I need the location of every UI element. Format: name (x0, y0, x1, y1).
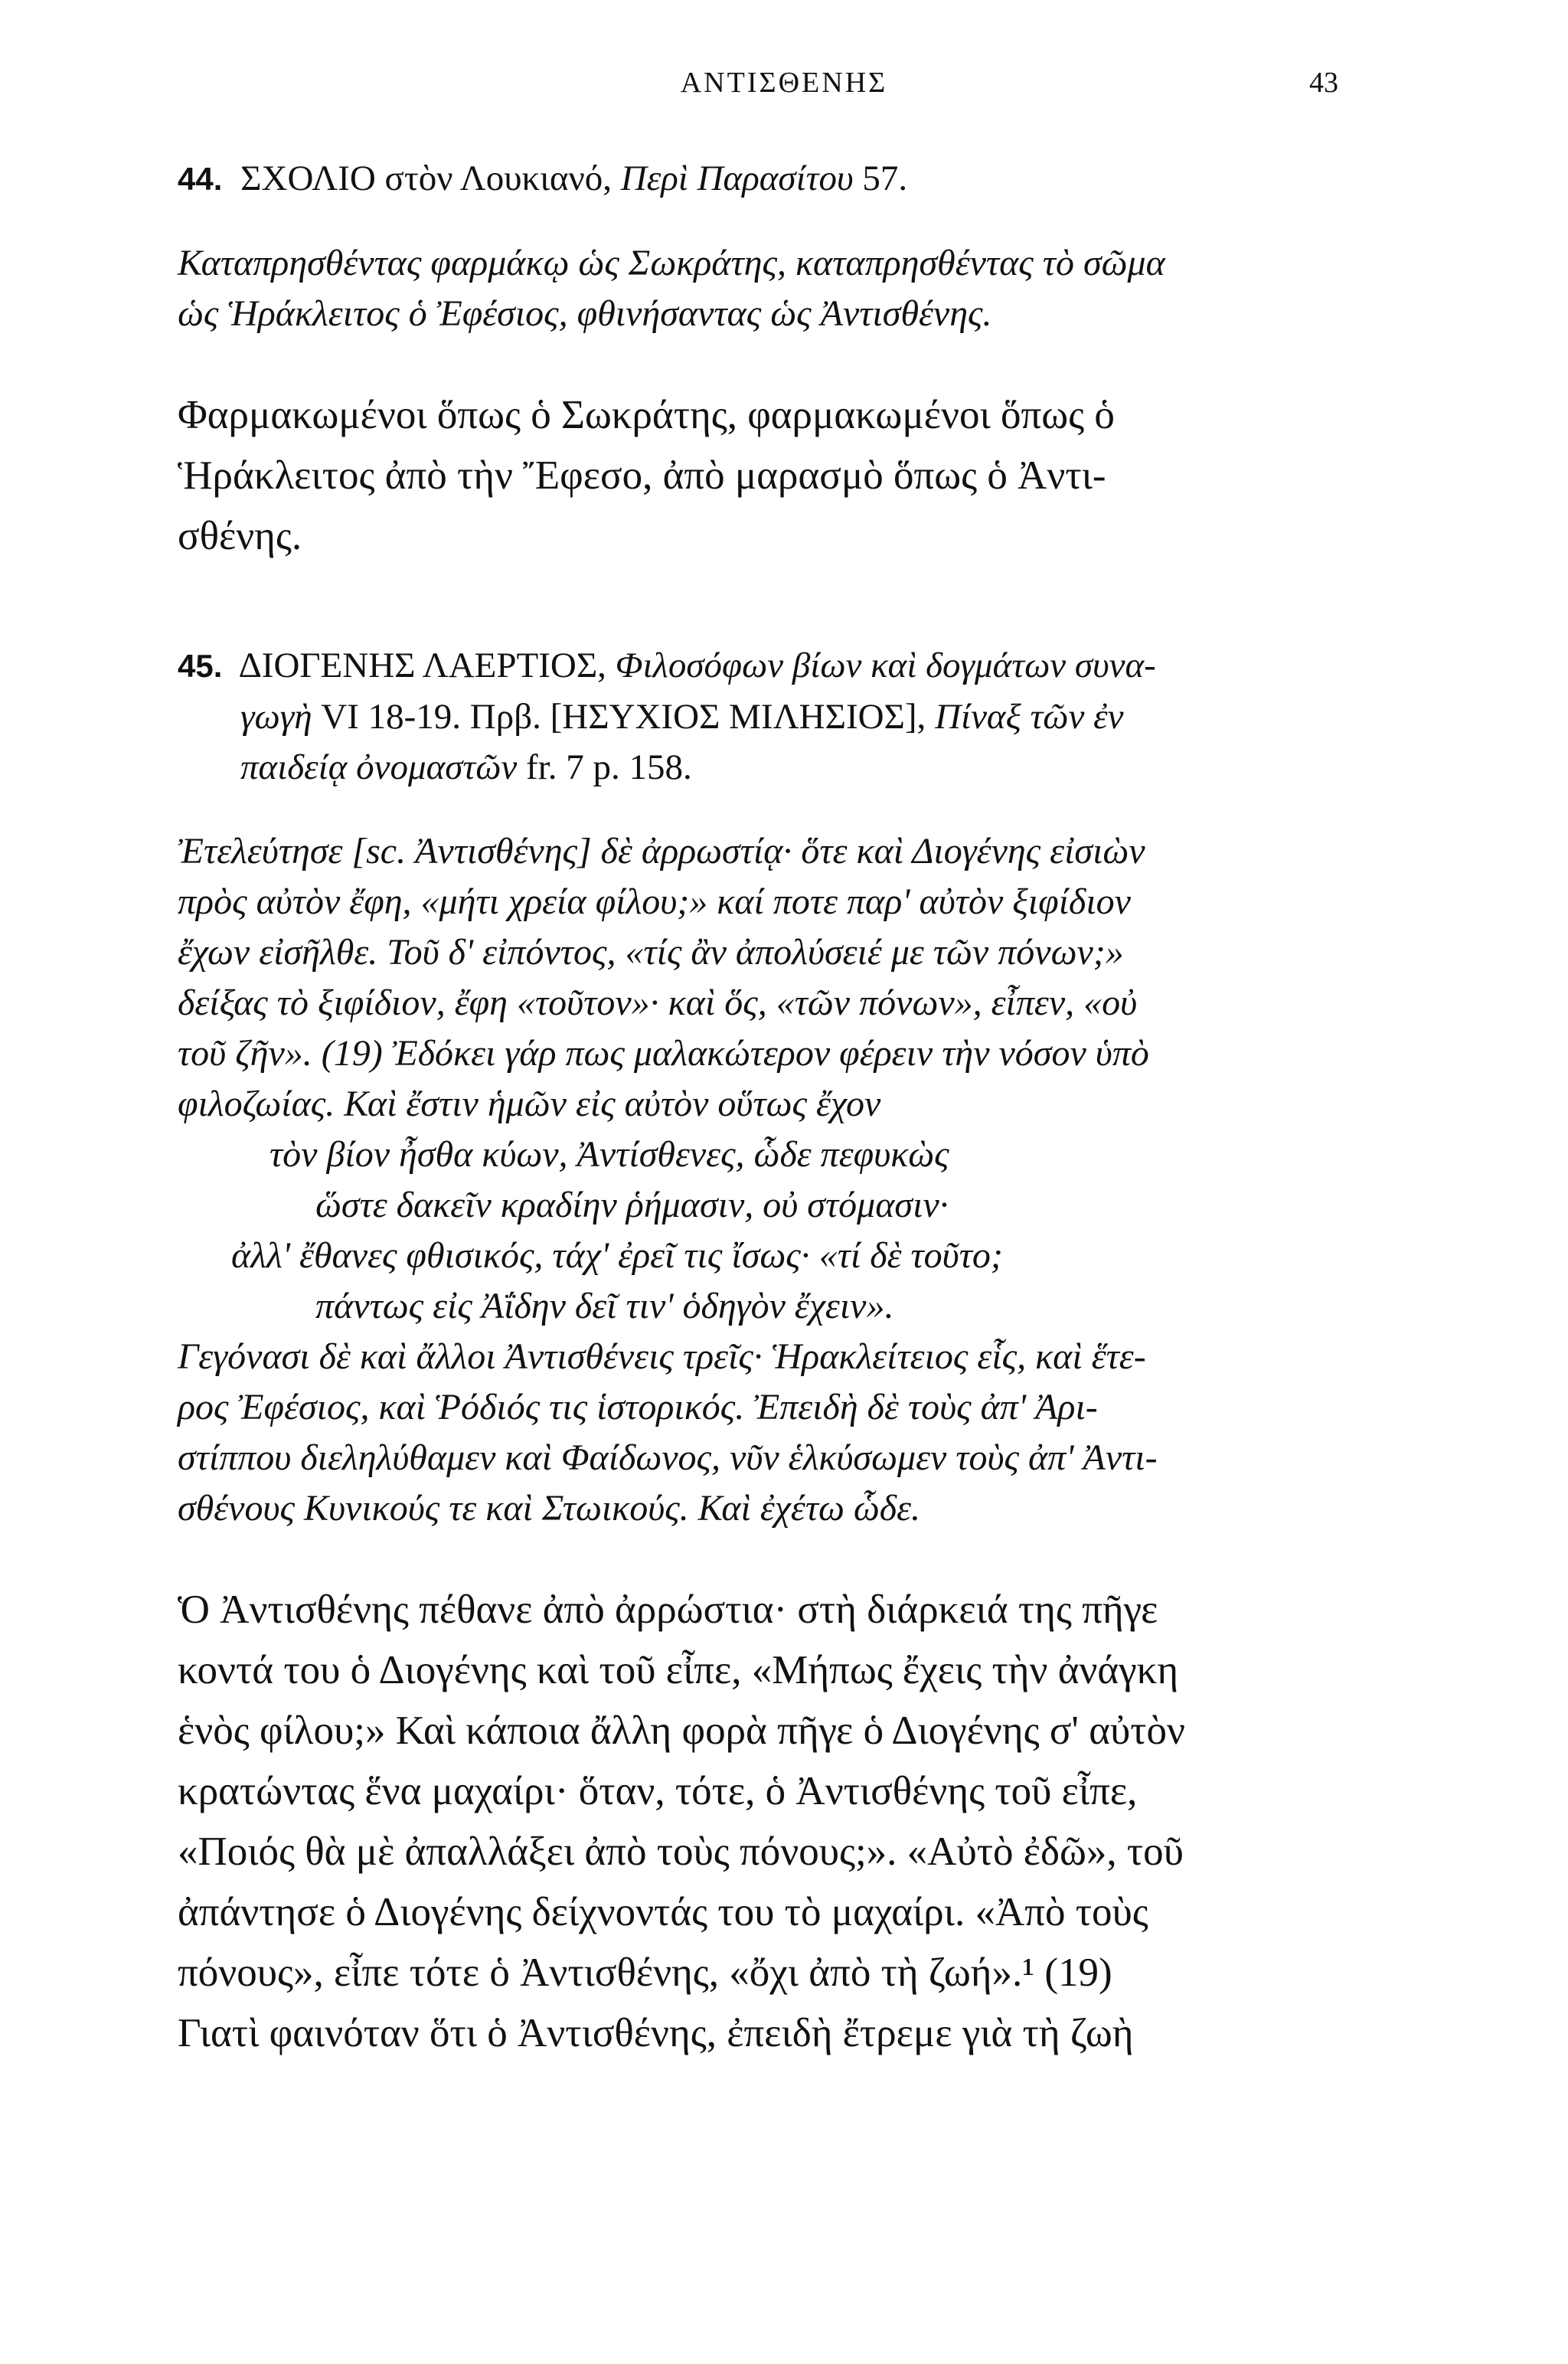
epigram-verse-line: ὥστε δακεῖν κραδίην ῥήμασιν, οὐ στόμασιν· (315, 1185, 949, 1225)
greek-text-line: Ἐτελεύτησε [sc. Ἀντισθένης] δὲ ἀρρωστίᾳ· ὅτε καὶ Διογένης εἰσιὼν (178, 831, 1145, 871)
entry-44 (178, 153, 1383, 567)
source-title-continued: γωγὴ (240, 697, 312, 737)
source-author: ΣΧΟΛΙΟ στὸν Λουκιανό, (240, 159, 612, 198)
greek-text-line: Γεγόνασι δὲ καὶ ἄλλοι Ἀντισθένεις τρεῖς· Ἡρακλείτειος εἷς, καὶ ἕτε- (178, 1336, 1146, 1377)
translation-line: κοντά του ὁ Διογένης καὶ τοῦ εἶπε, «Μήπως ἔχεις τὴν ἀνάγκη (178, 1648, 1179, 1692)
entry-heading (178, 640, 1383, 793)
entry-heading (178, 153, 1383, 204)
translation-line: κρατώντας ἕνα μαχαίρι· ὅταν, τότε, ὁ Ἀντισθένης τοῦ εἶπε, (178, 1769, 1138, 1813)
translation-line: ἀπάντησε ὁ Διογένης δείχνοντάς του τὸ μαχαίρι. «Ἀπὸ τοὺς (178, 1890, 1148, 1934)
source-reference: 57. (862, 159, 908, 198)
source-reference: VI 18-19. Πρβ. [ΗΣΥΧΙΟΣ ΜΙΛΗΣΙΟΣ], (321, 697, 926, 737)
greek-text-line: τοῦ ζῆν». (19) Ἐδόκει γάρ πως μαλακώτερον φέρειν τὴν νόσον ὑπὸ (178, 1033, 1149, 1074)
entry-number: 44. (178, 161, 223, 197)
translation-line: σθένης. (178, 514, 302, 558)
greek-text-line: Καταπρησθέντας φαρμάκῳ ὡς Σωκράτης, καταπρησθέντας τὸ σῶμα (178, 243, 1165, 283)
greek-text-line: ἔχων εἰσῆλθε. Τοῦ δ' εἰπόντος, «τίς ἂν ἀπολύσειέ με τῶν πόνων;» (178, 932, 1124, 973)
translation-line: ἑνὸς φίλου;» Καὶ κάποια ἄλλη φορὰ πῆγε ὁ Διογένης σ' αὐτὸν (178, 1708, 1185, 1753)
greek-text-line: ὡς Ἡράκλειτος ὁ Ἐφέσιος, φθινήσαντας ὡς Ἀντισθένης. (178, 293, 992, 334)
greek-text-line: πρὸς αὐτὸν ἔφη, «μήτι χρεία φίλου;» καί ποτε παρ' αὐτὸν ξιφίδιον (178, 881, 1131, 922)
epigram-verse-line: ἀλλ' ἔθανες φθισικός, τάχ' ἐρεῖ τις ἴσως· «τί δὲ τοῦτο; (231, 1235, 1003, 1276)
epigram-verse-line: τὸν βίον ἦσθα κύων, Ἀντίσθενες, ὧδε πεφυκὼς (270, 1134, 949, 1175)
running-title: ΑΝΤΙΣΘΕΝΗΣ (680, 67, 888, 99)
entry-45 (178, 640, 1383, 2064)
greek-text-line: φιλοζωίας. Καὶ ἔστιν ἡμῶν εἰς αὐτὸν οὕτως ἔχον (178, 1084, 881, 1124)
translation-line: Ἡράκλειτος ἀπὸ τὴν Ἔφεσο, ἀπὸ μαρασμὸ ὅπως ὁ Ἀντι- (178, 453, 1106, 498)
epigram-verse-line: πάντως εἰς Ἀΐδην δεῖ τιν' ὁδηγὸν ἔχειν». (315, 1286, 894, 1326)
translation-line: Ὁ Ἀντισθένης πέθανε ἀπὸ ἀρρώστια· στὴ διάρκειά της πῆγε (178, 1587, 1158, 1632)
translation-line: Φαρμακωμένοι ὅπως ὁ Σωκράτης, φαρμακωμένοι ὅπως ὁ (178, 393, 1115, 437)
entry-number: 45. (178, 648, 223, 684)
translation-line: «Ποιός θὰ μὲ ἀπαλλάξει ἀπὸ τοὺς πόνους;». «Αὐτὸ ἐδῶ», τοῦ (178, 1829, 1184, 1874)
source-title: Φιλοσόφων βίων καὶ δογμάτων συνα- (615, 646, 1156, 685)
running-head (0, 66, 1568, 104)
greek-text-line: ρος Ἐφέσιος, καὶ Ῥόδιός τις ἱστορικός. Ἐπειδὴ δὲ τοὺς ἀπ' Ἀρι- (178, 1387, 1098, 1427)
page-number: 43 (1309, 67, 1338, 99)
greek-text-line: δείξας τὸ ξιφίδιον, ἔφη «τοῦτον»· καὶ ὅς, «τῶν πόνων», εἶπεν, «οὐ (178, 983, 1138, 1023)
greek-text-line: στίππου διεληλύθαμεν καὶ Φαίδωνος, νῦν ἑλκύσωμεν τοὺς ἀπ' Ἀντι- (178, 1437, 1158, 1478)
second-source-title-continued: παιδείᾳ ὀνομαστῶν (240, 747, 518, 787)
second-source-title: Πίναξ τῶν ἐν (935, 697, 1124, 737)
translation-line: πόνους», εἶπε τότε ὁ Ἀντισθένης, «ὄχι ἀπὸ τὴ ζωή».¹ (19) (178, 1950, 1112, 1995)
source-author: ΔΙΟΓΕΝΗΣ ΛΑΕΡΤΙΟΣ, (238, 646, 606, 685)
translation-line: Γιατὶ φαινόταν ὅτι ὁ Ἀντισθένης, ἐπειδὴ ἔτρεμε γιὰ τὴ ζωὴ (178, 2011, 1134, 2055)
greek-text-line: σθένους Κυνικούς τε καὶ Στωικούς. Καὶ ἐχέτω ὧδε. (178, 1488, 921, 1529)
page-body (178, 153, 1383, 2064)
fragment-reference: fr. 7 p. 158. (526, 747, 692, 787)
source-title: Περὶ Παρασίτου (620, 159, 854, 198)
